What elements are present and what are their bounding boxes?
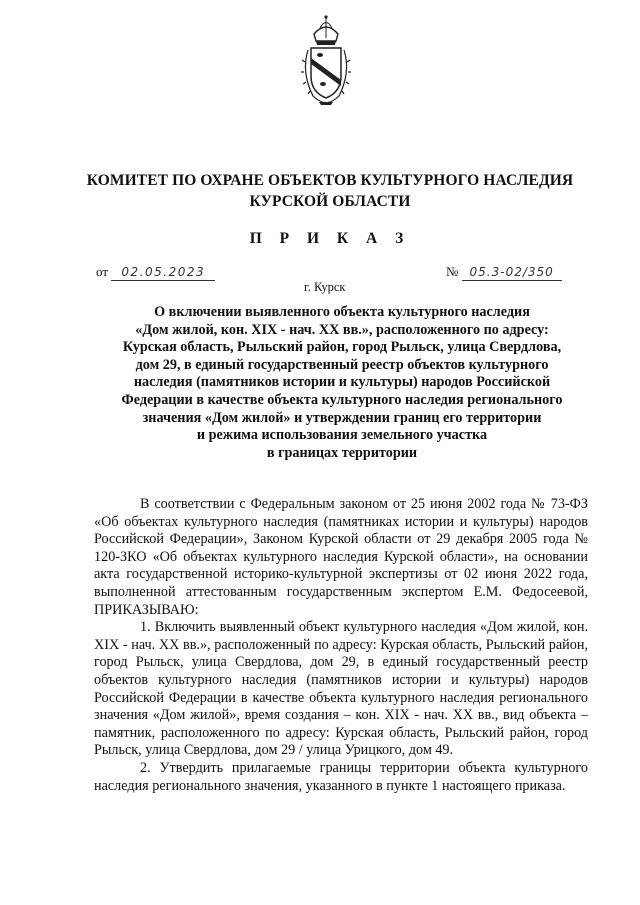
clause-2-paragraph: 2. Утвердить прилагаемые границы территории объекта культурного наследия регионального значения, указанного в пункте 1 настоящего приказа. [94, 759, 588, 794]
organization-name: КОМИТЕТ ПО ОХРАНЕ ОБЪЕКТОВ КУЛЬТУРНОГО НАСЛЕДИЯ [86, 172, 574, 189]
order-date [96, 264, 215, 281]
subject-line: наследия (памятников истории и культуры) народов Российской [133, 374, 551, 391]
preamble-paragraph: В соответствии с Федеральным законом от 25 июня 2002 года № 73-ФЗ «Об объектах культурного наследия (памятниках истории и культуры) народов Российской Федерации», Законом Курской области от 29 декабря 2005 года № 120-ЗКО «Об объектах культурного наследия Курской области», на основании акта государственной историко-культурной экспертизы от 02 июня 2022 года, выполненной аттестованным государственным экспертом Е.М. Федосеевой, ПРИКАЗЫВАЮ: [94, 496, 588, 618]
document-type-title: П Р И К А З [249, 230, 411, 247]
city-label: г. Курск [304, 280, 346, 294]
order-subject [112, 304, 572, 462]
subject-line: О включении выявленного объекта культурного наследия [154, 304, 530, 320]
subject-line: в границах территории [266, 444, 418, 461]
number-value: 05.3-02/350 [462, 265, 562, 281]
date-prefix: от [96, 264, 109, 279]
organization-region: КУРСКОЙ ОБЛАСТИ [249, 193, 411, 210]
subject-line: и режима использования земельного участка [196, 427, 488, 444]
subject-line: Курская область, Рыльский район, город Рыльск, улица Свердлова, [122, 339, 562, 356]
subject-line: Федерации в качестве объекта культурного наследия регионального [121, 391, 563, 408]
date-value: 02.05.2023 [111, 265, 215, 281]
subject-line: дом 29, в единый государственный реестр объектов культурного [135, 356, 549, 373]
subject-line: значения «Дом жилой» и утверждении границ его территории [142, 409, 542, 426]
order-body [94, 496, 588, 795]
coat-of-arms-icon [297, 14, 355, 106]
clause-1-paragraph: 1. Включить выявленный объект культурного наследия «Дом жилой, кон. XIX - нач. XX вв.», расположенный по адресу: Курская область, Рыльский район, город Рыльск, улица Свердлова, дом 29, в единый государственный реестр объектов культурного наследия (памятников истории и культуры) народов Российской Федерации в качестве объекта культурного наследия регионального значения «Дом жилой», время создания – кон. XIX - нач. XX вв., вид объекта – памятник, расположенного по адресу: Курская область, Рыльский район, город Рыльск, улица Свердлова, дом 29 / улица Урицкого, дом 49. [94, 619, 588, 759]
number-prefix: № [446, 264, 459, 279]
subject-line: «Дом жилой, кон. XIX - нач. XX вв.», расположенного по адресу: [135, 321, 549, 338]
order-number [446, 264, 562, 281]
